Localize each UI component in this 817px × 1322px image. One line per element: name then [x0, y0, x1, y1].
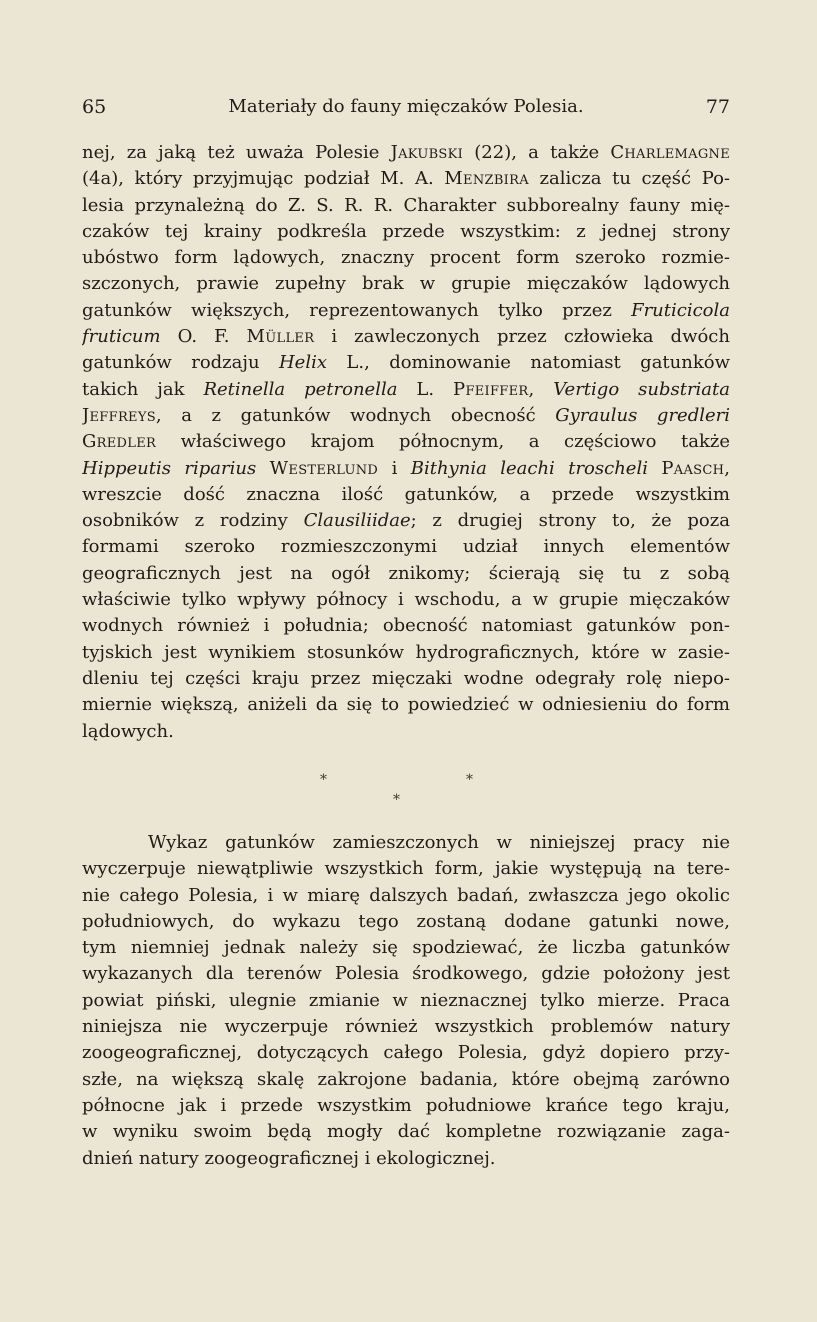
running-header: [82, 96, 730, 128]
taxon-name: Retinella petronella: [203, 378, 398, 400]
text-run: właściwego krajom północnym, a częściowo także: [156, 431, 730, 453]
text-line: [82, 350, 730, 376]
text-run: wykazanych dla terenów Polesia środkowego, gdzie położony jest: [82, 963, 730, 985]
text-run: ; z drugiej strony to, że poza: [410, 510, 730, 532]
text-line: [82, 140, 730, 166]
text-line: [82, 1146, 730, 1172]
text-line: [82, 508, 730, 534]
text-line: [82, 961, 730, 987]
text-line: [82, 830, 730, 856]
text-run: właściwie tylko wpływy północy i wschodu, a w grupie mięczaków: [82, 589, 730, 611]
author-name: Menzbira: [444, 168, 529, 190]
text-line: [82, 219, 730, 245]
text-run: , a z gatunków wodnych obecność: [155, 404, 556, 426]
text-run: szłe, na większą skalę zakrojone badania, które obejmą zarówno: [82, 1068, 730, 1090]
text-run: L.: [397, 378, 454, 400]
text-run: wreszcie dość znaczna ilość gatunków, a przede wszystkim: [82, 483, 730, 505]
text-run: lądowych.: [82, 720, 174, 742]
author-name: Müller: [246, 326, 315, 348]
text-run: południowych, do wykazu tego zostaną dodane gatunki nowe,: [82, 910, 730, 932]
text-run: [256, 458, 269, 479]
taxon-name: Helix: [278, 352, 327, 374]
text-line: [82, 245, 730, 271]
text-run: formami szeroko rozmieszczonymi udział innych elementów: [82, 536, 730, 558]
text-line: [82, 1067, 730, 1093]
text-line: [82, 988, 730, 1014]
text-line: [82, 456, 730, 482]
text-run: szczonych, prawie zupełny brak w grupie mięczaków lądowych: [82, 273, 730, 295]
page-number-right: 77: [705, 96, 730, 118]
text-line: [82, 193, 730, 219]
running-title: Materiały do fauny mięczaków Polesia.: [228, 96, 584, 117]
text-run: osobników z rodziny: [82, 510, 304, 532]
text-run: ubóstwo form lądowych, znaczny procent form szeroko rozmie-: [82, 247, 730, 269]
text-line: [82, 1014, 730, 1040]
text-run: ,: [528, 378, 554, 400]
text-run: północne jak i przede wszystkim południowe krańce tego kraju,: [82, 1094, 730, 1116]
author-name: Charlemagne: [610, 142, 730, 163]
author-name: Gredler: [82, 431, 157, 453]
asterisk-2: *: [466, 772, 473, 788]
taxon-name: Vertigo substriata: [553, 378, 730, 400]
text-line: [82, 692, 730, 718]
taxon-name: Hippeutis riparius: [82, 457, 257, 479]
text-line: [82, 613, 730, 639]
text-line: [82, 324, 730, 350]
text-run: wodnych również i południa; obecność natomiast gatunków pon-: [82, 615, 730, 637]
taxon-name: Fruticicola: [631, 299, 730, 321]
text-run: i: [378, 457, 411, 479]
text-run: ,: [724, 457, 730, 479]
text-run: takich jak: [82, 378, 204, 400]
text-line: [82, 1040, 730, 1066]
author-name: Pfeiffer: [453, 378, 529, 400]
paragraph-1: [82, 140, 730, 745]
asterisk-3: *: [393, 792, 400, 808]
text-line: [82, 909, 730, 935]
text-run: [648, 458, 661, 479]
text-run: zalicza tu część Po-: [528, 168, 730, 190]
text-run: gatunków rodzaju: [82, 352, 279, 374]
taxon-name: Clausiliidae: [303, 510, 411, 532]
text-line: [82, 482, 730, 508]
text-line: [82, 377, 730, 403]
text-run: (22), a także: [463, 142, 611, 163]
text-line: [82, 719, 730, 745]
text-run: zoogeograficznej, dotyczących całego Polesia, gdyż dopiero przy-: [82, 1042, 730, 1064]
paragraph-2: [82, 830, 730, 1172]
text-run: (4a), który przyjmując podział M. A.: [82, 168, 445, 190]
author-name: Jeffreys: [82, 404, 156, 426]
text-line: [82, 271, 730, 297]
text-line: [82, 935, 730, 961]
text-run: dnień natury zoogeograficznej i ekologicznej.: [82, 1147, 496, 1169]
text-line: [82, 856, 730, 882]
author-name: Westerlund: [269, 457, 379, 479]
asterisk-1: *: [320, 772, 327, 788]
text-run: L., dominowanie natomiast gatunków: [327, 352, 730, 374]
text-run: w wyniku swoim będą mogły dać kompletne rozwiązanie zaga-: [82, 1121, 730, 1143]
text-line: [82, 640, 730, 666]
text-line: [82, 166, 730, 192]
text-run: wyczerpuje niewątpliwie wszystkich form, jakie występują na tere-: [82, 858, 730, 880]
author-name: Jakubski: [390, 142, 464, 163]
text-run: i zawleczonych przez człowieka dwóch: [314, 326, 730, 348]
text-line: [82, 403, 730, 429]
text-line: [82, 666, 730, 692]
page-number-left: 65: [82, 96, 107, 118]
text-run: nej, za jaką też uważa Polesie: [82, 142, 391, 163]
text-line: [82, 1093, 730, 1119]
text-line: [82, 587, 730, 613]
text-line: [82, 429, 730, 455]
text-line: [82, 534, 730, 560]
text-line: [82, 883, 730, 909]
text-line: [82, 561, 730, 587]
taxon-name: Gyraulus gredleri: [555, 404, 730, 426]
text-run: nie całego Polesia, i w miarę dalszych badań, zwłaszcza jego okolic: [82, 884, 730, 906]
text-run: lesia przynależną do Z. S. R. R. Charakter subborealny fauny mię-: [82, 194, 730, 216]
text-run: gatunków większych, reprezentowanych tylko przez: [82, 299, 632, 321]
text-run: niniejsza nie wyczerpuje również wszystkich problemów natury: [82, 1016, 730, 1038]
text-run: tym niemniej jednak należy się spodziewać, że liczba gatunków: [82, 937, 730, 959]
text-run: geograficznych jest na ogół znikomy; ścierają się tu z sobą: [82, 562, 730, 584]
text-run: czaków tej krainy podkreśla przede wszystkim: z jednej strony: [82, 220, 730, 242]
text-line: [82, 1119, 730, 1145]
text-run: Wykaz gatunków zamieszczonych w niniejszej pracy nie: [148, 832, 730, 853]
text-run: tyjskich jest wynikiem stosunków hydrograficznych, które w zasie-: [82, 641, 730, 663]
author-name: Paasch: [661, 457, 725, 479]
text-run: O. F.: [160, 326, 247, 348]
text-run: dleniu tej części kraju przez mięczaki wodne odegrały rolę niepo-: [82, 667, 730, 689]
taxon-name: Bithynia leachi troscheli: [410, 457, 648, 479]
section-divider-asterisks: [82, 772, 730, 822]
text-run: powiat piński, ulegnie zmianie w nieznacznej tylko mierze. Praca: [82, 989, 730, 1011]
taxon-name: fruticum: [82, 326, 161, 348]
text-run: miernie większą, aniżeli da się to powiedzieć w odniesieniu do form: [82, 694, 730, 716]
text-line: [82, 298, 730, 324]
